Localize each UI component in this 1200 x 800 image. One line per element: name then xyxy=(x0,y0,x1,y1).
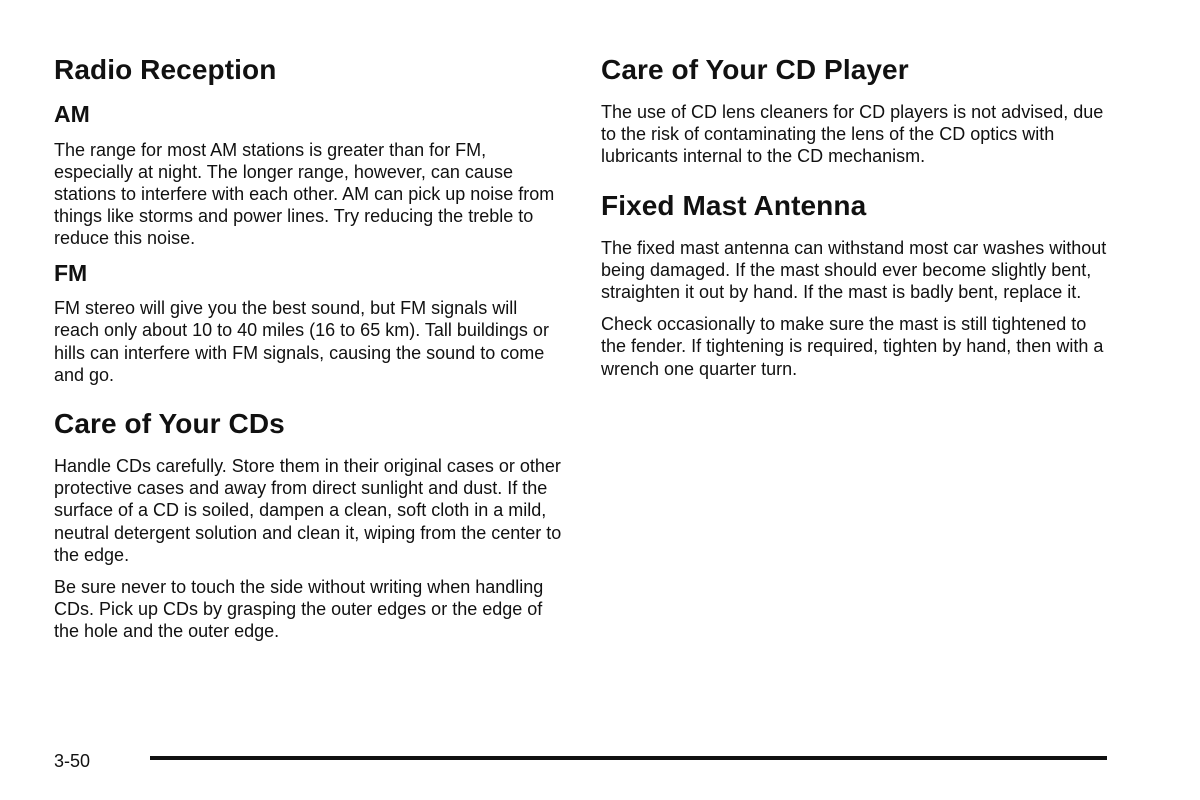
am-heading: AM xyxy=(54,101,90,127)
care-of-cds-heading: Care of Your CDs xyxy=(54,408,285,440)
radio-reception-heading: Radio Reception xyxy=(54,54,277,85)
care-of-cd-player-heading: Care of Your CD Player xyxy=(601,54,909,85)
fm-paragraph: FM stereo will give you the best sound, but FM signals will reach only about 10 to 40 miles (16 to 65 km). Tall buildings or hills can interfere with FM signals, causing the sound to come and go. xyxy=(54,298,549,385)
fixed-mast-antenna-section xyxy=(601,188,1111,380)
left-column xyxy=(54,52,564,663)
radio-reception-section xyxy=(54,52,564,386)
care-of-cds-section xyxy=(54,406,564,643)
antenna-paragraph-2: Check occasionally to make sure the mast is still tightened to the fender. If tightening is required, tighten by hand, then with a wrench one quarter turn. xyxy=(601,314,1104,379)
right-column xyxy=(601,52,1111,400)
am-subsection xyxy=(54,101,564,250)
am-paragraph: The range for most AM stations is greater than for FM, especially at night. The longer range, however, can cause stations to interfere with each other. AM can pick up noise from things like storms and power lines. Try reducing the treble to reduce this noise. xyxy=(54,139,555,249)
cds-paragraph-1: Handle CDs carefully. Store them in their original cases or other protective cases and away from direct sunlight and dust. If the surface of a CD is soiled, dampen a clean, soft cloth in a mild, neutral detergent solution and clean it, wiping from the center to the edge. xyxy=(54,456,562,565)
cd-player-paragraph: The use of CD lens cleaners for CD players is not advised, due to the risk of contaminating the lens of the CD optics with lubricants internal to the CD mechanism. xyxy=(601,102,1104,167)
care-of-cd-player-section xyxy=(601,52,1111,168)
page-number: 3-50 xyxy=(54,751,91,771)
fm-subsection xyxy=(54,260,564,386)
footer-rule xyxy=(150,756,1107,760)
antenna-paragraph-1: The fixed mast antenna can withstand most car washes without being damaged. If the mast should ever become slightly bent, straighten it out by hand. If the mast is badly bent, replace it. xyxy=(601,237,1107,303)
fm-heading: FM xyxy=(54,259,88,286)
fixed-mast-antenna-heading: Fixed Mast Antenna xyxy=(601,189,867,221)
cds-paragraph-2: Be sure never to touch the side without writing when handling CDs. Pick up CDs by grasping the outer edges or the edge of the hole and the outer edge. xyxy=(54,577,544,642)
